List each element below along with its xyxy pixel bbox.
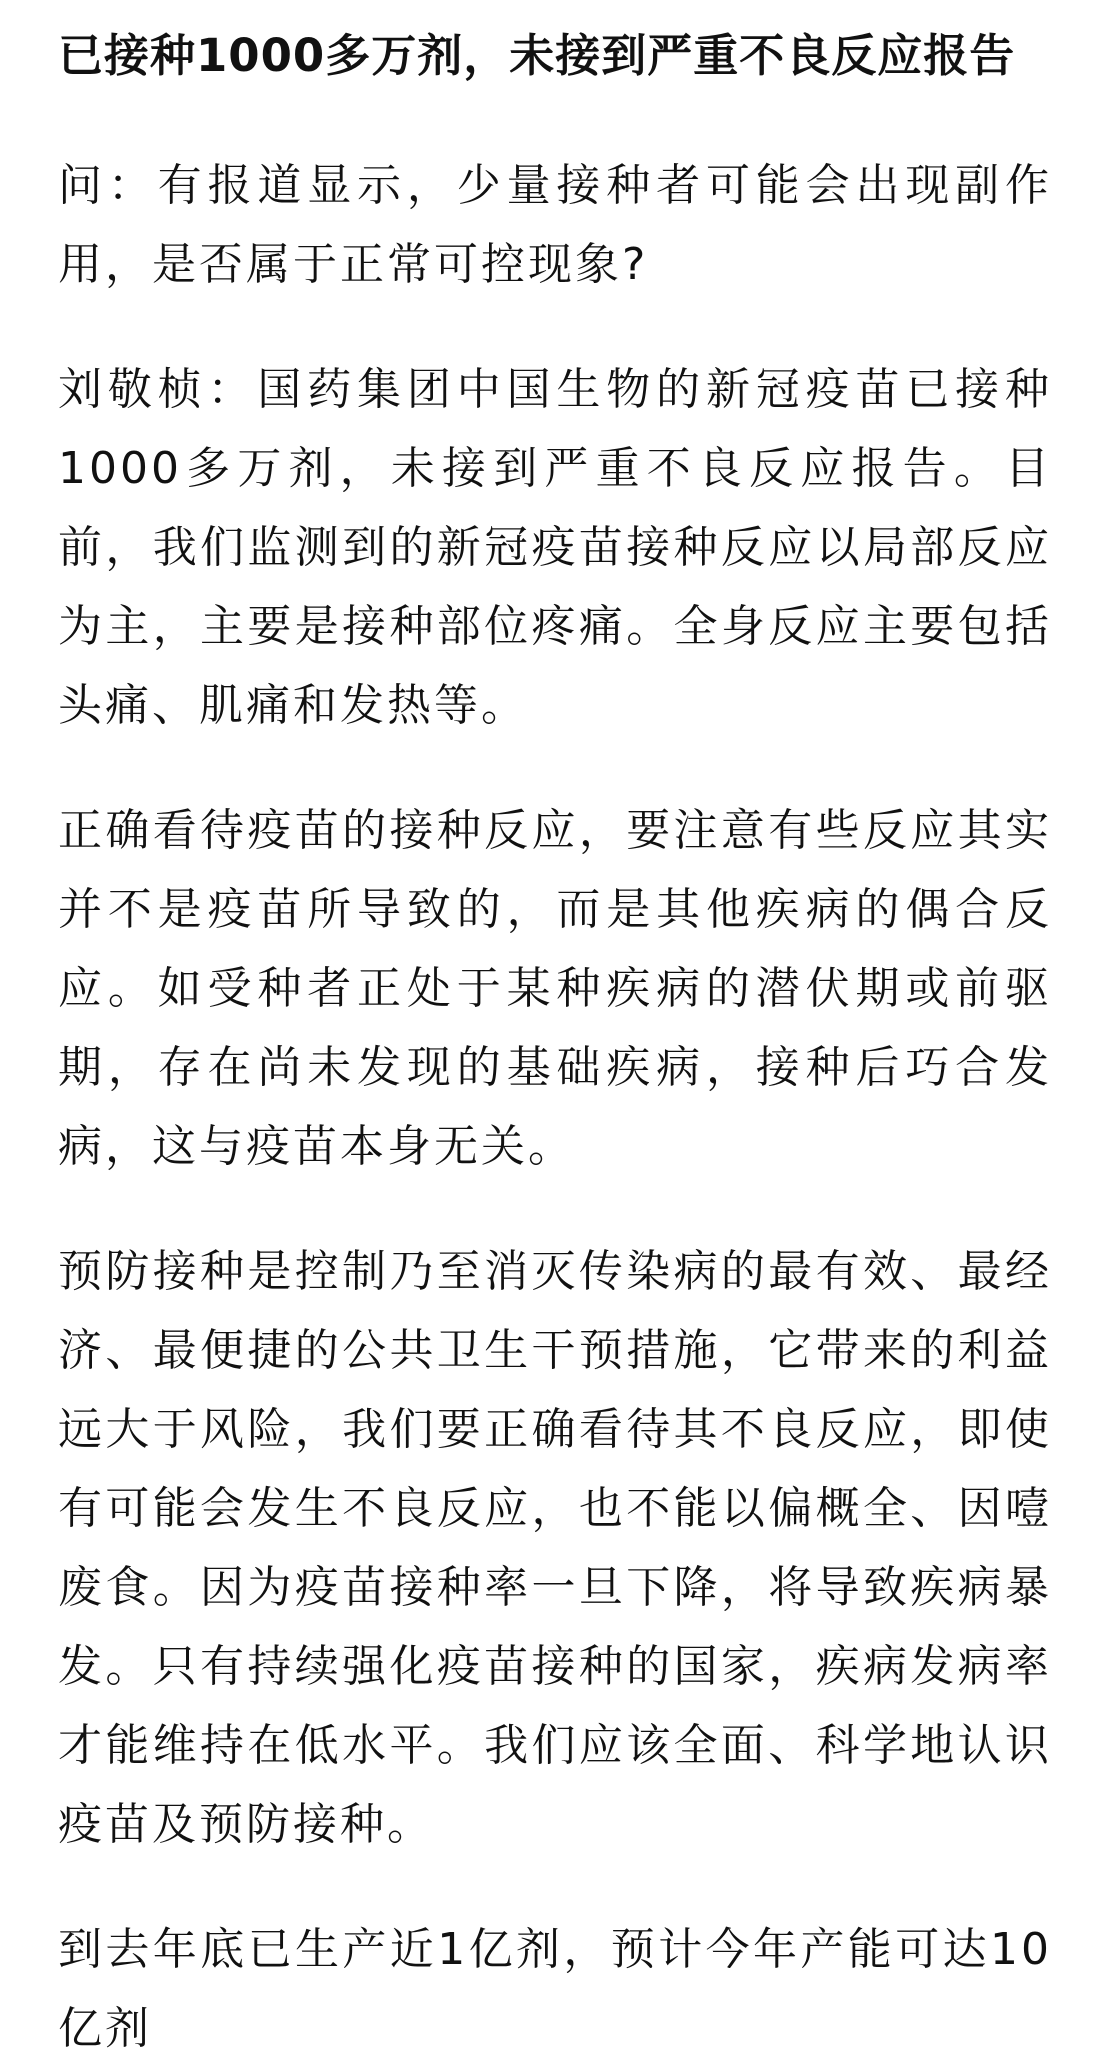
question-paragraph: 问：有报道显示，少量接种者可能会出现副作用，是否属于正常可控现象? xyxy=(58,160,1052,290)
subheading-paragraph: 到去年底已生产近1亿剂，预计今年产能可达10亿剂 xyxy=(58,1924,1052,2054)
section-heading: 已接种1000多万剂，未接到严重不良反应报告 xyxy=(58,29,1016,82)
body-paragraph: 预防接种是控制乃至消灭传染病的最有效、最经济、最便捷的公共卫生干预措施，它带来的利益远大于风险，我们要正确看待其不良反应，即使有可能会发生不良反应，也不能以偏概全、因噎废食。因为疫苗接种率一旦下降，将导致疾病暴发。只有持续强化疫苗接种的国家，疾病发病率才能维持在低水平。我们应该全面、科学地认识疫苗及预防接种。 xyxy=(58,1246,1052,1850)
answer-paragraph: 刘敬桢：国药集团中国生物的新冠疫苗已接种1000多万剂，未接到严重不良反应报告。目前，我们监测到的新冠疫苗接种反应以局部反应为主，主要是接种部位疼痛。全身反应主要包括头痛、肌痛和发热等。 xyxy=(58,364,1052,731)
body-paragraph: 正确看待疫苗的接种反应，要注意有些反应其实并不是疫苗所导致的，而是其他疾病的偶合反应。如受种者正处于某种疾病的潜伏期或前驱期，存在尚未发现的基础疾病，接种后巧合发病，这与疫苗本身无关。 xyxy=(58,805,1052,1172)
